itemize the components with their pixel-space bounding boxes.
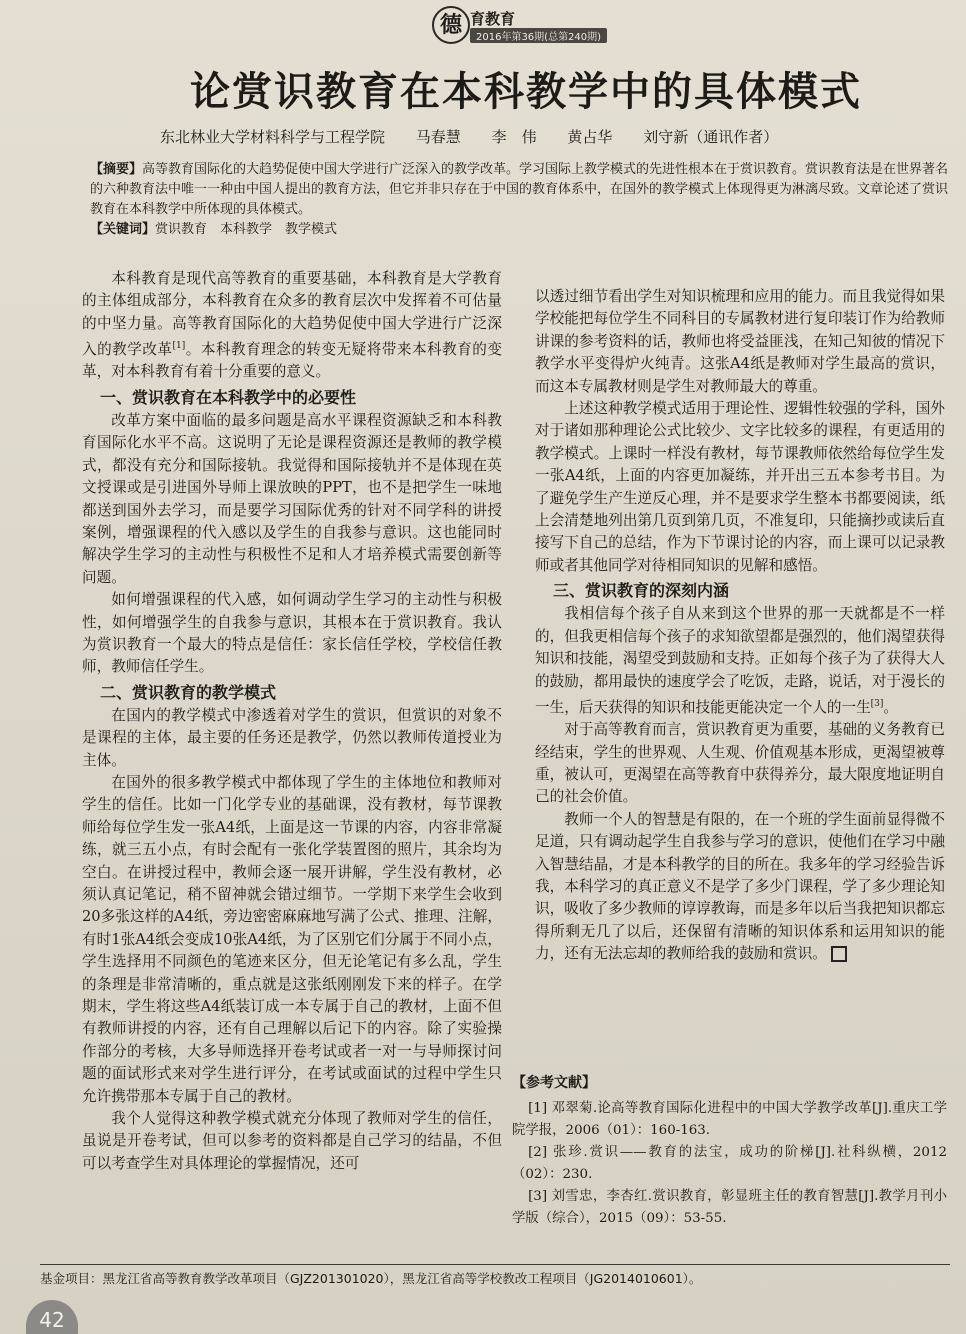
reference-item: [3] 刘雪忠，李杏红.赏识教育，彰显班主任的教育智慧[J].教学月刊小学版（综合），2015（09）：53-55.: [512, 1189, 947, 1226]
funding-note: 基金项目：黑龙江省高等教育教学改革项目（GJZ201301020），黑龙江省高等学校教改工程项目（JG2014010601）。: [40, 1264, 950, 1287]
body-paragraph: 对于高等教育而言，赏识教育更为重要，基础的义务教育已经结束，学生的世界观、人生观、价值观基本形成，更渴望被尊重，被认可，更渴望在高等教育中获得养分，最大限度地证明自己的社会价值。: [535, 721, 945, 806]
keywords-text: 赏识教育 本科教学 教学模式: [155, 222, 338, 237]
section-heading: 三、赏识教育的深刻内涵: [553, 581, 730, 601]
reference-item: [1] 邓翠菊.论高等教育国际化进程中的中国大学教学改革[J].重庆工学院学报，2006（01）：160-163.: [512, 1101, 947, 1138]
abstract-text: 高等教育国际化的大趋势促使中国大学进行广泛深入的教学改革。学习国际上教学模式的先进性根本在于赏识教育。赏识教育法是在世界著名的六种教育法中唯一一种由中国人提出的教育方法，但它并非只存在于中国的教育体系中，在国外的教学模式上体现得更为淋漓尽致。文章论述了赏识教育在本科教学中所体现的具体模式。: [90, 162, 949, 217]
body-paragraph: 教师一个人的智慧是有限的，在一个班的学生面前显得微不足道，只有调动起学生自我参与学习的意识，使他们在学习中融入智慧结晶，才是本科教学的目的所在。我多年的学习经验告诉我，本科学习的真正意义不是学了多少门课程，学了多少理论知识，吸收了多少教师的谆谆教诲，而是多年以后当我把知识都忘得所剩无几了以后，还保留有清晰的知识体系和运用知识的能力，还有无法忘却的教师给我的鼓励和赏识。: [535, 810, 945, 963]
author-line: [160, 126, 920, 147]
affiliation: 东北林业大学材料科学与工程学院: [160, 128, 386, 146]
citation-marker: [3]: [870, 698, 884, 709]
citation-marker: [1]: [172, 341, 186, 352]
article-title: 论赏识教育在本科教学中的具体模式: [190, 69, 862, 115]
keywords-label: 【关键词】: [90, 222, 156, 237]
body-paragraph: 我相信每个孩子自从来到这个世界的那一天就都是不一样的，但我更相信每个孩子的求知欲望都是强烈的，他们渴望获得知识和技能，渴望受到鼓励和支持。正如每个孩子为了获得大人的鼓励，都用最快的速度学会了吃饭，走路，说话，对于漫长的一生，后天获得的知识和技能更能决定一个人的一生[3]。: [535, 605, 945, 716]
reference-item: [2] 张珍.赏识——教育的法宝，成功的阶梯[J].社科纵横，2012（02）：230.: [512, 1145, 947, 1182]
journal-issue: 2016年第36期(总第240期): [470, 28, 607, 43]
page-number: 42: [26, 1300, 78, 1334]
keywords-paragraph: [90, 220, 950, 240]
body-paragraph: 我个人觉得这种教学模式就充分体现了教师对学生的信任，虽说是开卷考试，但可以参考的资料都是自己学习的结晶，不但可以考查学生对具体理论的掌握情况，还可: [82, 1110, 502, 1172]
end-mark-icon: [831, 946, 847, 962]
author-name: 李 伟: [491, 128, 537, 146]
body-paragraph: 上述这种教学模式适用于理论性、逻辑性较强的学科，国外对于诸如那种理论公式比较少、文字比较多的课程，有更适用的教学模式。上课时一样没有教材，每节课教师依然给每位学生发一张A4纸，上面的内容更加凝练，并开出三五本参考书目。为了避免学生产生逆反心理，并不是要求学生整本书都要阅读，纸上会清楚地列出第几页到第几页，不准复印，只能摘抄或读后直接写下自己的总结，作为下节课讨论的内容，而上课可以记录教师或者其他同学对待相同知识的见解和感悟。: [535, 400, 945, 574]
body-paragraph: 在国内的教学模式中渗透着对学生的赏识，但赏识的对象不是课程的主体，最主要的任务还是教学，仍然以教师传道授业为主体。: [82, 706, 502, 769]
section-heading: 二、赏识教育的教学模式: [100, 682, 277, 702]
abstract-paragraph: [90, 160, 950, 220]
body-paragraph: 本科教育是现代高等教育的重要基础，本科教育是大学教育的主体组成部分，本科教育在众多的教育层次中发挥着不可估量的中坚力量。高等教育国际化的大趋势促使中国大学进行广泛深入的教学改革[1]。本科教育理念的转变无疑将带来本科教育的变革，对本科教育有着十分重要的意义。: [82, 270, 502, 381]
section-heading: 一、赏识教育在本科教学中的必要性: [100, 387, 357, 407]
references-block: [512, 1072, 947, 1230]
author-name: 马春慧: [415, 128, 461, 146]
abstract-label: 【摘要】: [90, 162, 143, 177]
right-column: [535, 286, 945, 966]
body-paragraph: 改革方案中面临的最多问题是高水平课程资源缺乏和本科教育国际化水平不高。这说明了无论是课程资源还是教师的教学模式，都没有充分和国际接轨。我觉得和国际接轨并不是体现在英文授课或是引进国外导师上课放映的PPT，也不是把学生一味地都送到国外去学习，而是要学习国际优秀的针对不同学科的讲授案例，增强课程的代入感以及学生的自我参与意识。这也能同时解决学生学习的主动性与积极性不足和人才培养模式需要创新等问题。: [82, 411, 502, 586]
author-name: 黄占华: [567, 128, 613, 146]
journal-masthead: [432, 6, 652, 42]
body-paragraph: 在国外的很多教学模式中都体现了学生的主体地位和教师对学生的信任。比如一门化学专业的基础课，没有教材，每节课教师给每位学生发一张A4纸，上面是这一节课的内容，内容非常凝练，就三五小点，有时会配有一张化学装置图的照片，其余均为空白。在讲授过程中，教师会逐一展开讲解，学生没有教材，必须认真记笔记，稍不留神就会错过细节。一学期下来学生会收到20多张这样的A4纸，旁边密密麻麻地写满了公式、推理、注解，有时1张A4纸会变成10张A4纸，为了区别它们分属于不同小点，学生选择用不同颜色的笔迹来区分，但无论笔记有多么乱，学生的条理是非常清晰的，重点就是这张纸刚刚发下来的样子。在学期末，学生将这些A4纸装订成一本专属于自己的教材，上面不但有教师讲授的内容，还有自己理解以后记下的内容。除了实验操作部分的考核，大多导师选择开卷考试或者一对一与导师探讨问题的面试形式来对学生进行评分，在考试或面试的过程中学生只允许携带那本专属于自己的教材。: [82, 773, 502, 1105]
abstract-block: [90, 160, 950, 240]
references-heading: 【参考文献】: [512, 1075, 596, 1091]
journal-name: 育教育: [470, 10, 516, 28]
left-column: [82, 268, 502, 1175]
body-paragraph: 以透过细节看出学生对知识梳理和应用的能力。而且我觉得如果学校能把每位学生不同科目的专属教材进行复印装订作为给教师讲课的参考资料的话，教师也将受益匪浅，在知己知彼的情况下教学水平变得炉火纯青。这张A4纸是教师对学生最高的赏识，而这本专属教材则是学生对教师最大的尊重。: [535, 288, 945, 395]
body-paragraph: 如何增强课程的代入感，如何调动学生学习的主动性与积极性，如何增强学生的自我参与意识，其根本在于赏识教育。我认为赏识教育一个最大的特点是信任：家长信任学校，学校信任教师，教师信任学生。: [82, 591, 502, 676]
author-name: 刘守新（通讯作者）: [643, 128, 779, 146]
journal-logo-icon: 德: [432, 6, 470, 44]
